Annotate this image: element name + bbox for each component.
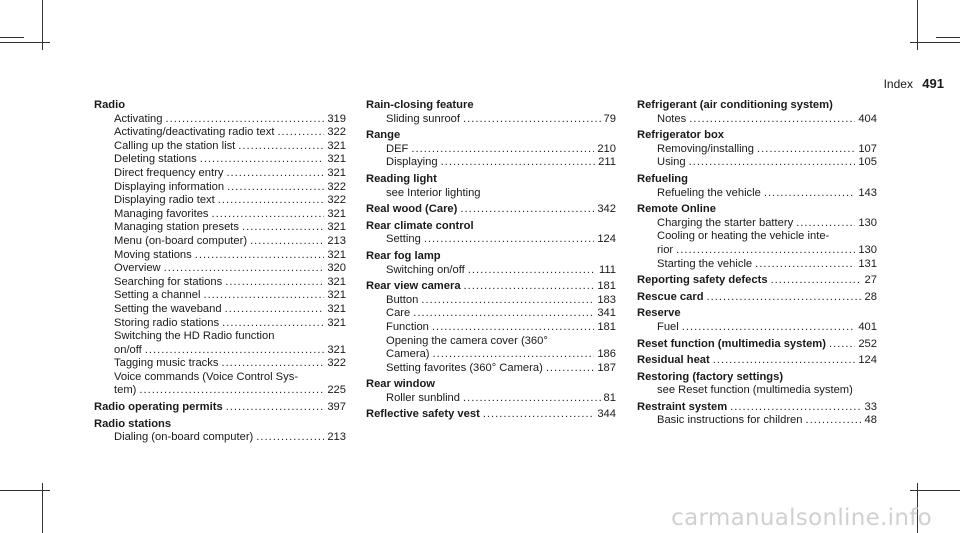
subentry [94, 431, 346, 445]
leader-dots [256, 431, 324, 445]
subentry [94, 140, 346, 154]
leader-dots [145, 344, 325, 358]
entry-heading-text: Rear window [366, 378, 435, 391]
subentry [366, 392, 616, 406]
leader-dots [676, 244, 855, 258]
entry-heading-text: Rear fog lamp [366, 249, 441, 262]
subentry-text: Setting [386, 233, 421, 246]
entry-heading [366, 203, 616, 217]
entry-heading [366, 280, 616, 294]
subentry [94, 344, 346, 358]
leader-dots [432, 321, 594, 335]
page-link[interactable]: 181 [597, 280, 616, 293]
subentry [366, 294, 616, 308]
subentry-text: Button [386, 293, 419, 306]
subentry-line: Voice commands (Voice Control Sys- [114, 370, 299, 383]
entry-heading-text: Rear climate control [366, 219, 474, 232]
subentry-text: Dialing (on-board computer) [114, 431, 254, 444]
subentry-text: DEF [386, 142, 409, 155]
entry-heading [637, 99, 877, 113]
leader-dots [226, 167, 324, 181]
subentry [94, 113, 346, 127]
entry-heading-text: Reserve [637, 307, 681, 320]
entry-heading [637, 203, 877, 217]
entry-heading [637, 274, 877, 288]
index-entry [366, 280, 616, 375]
subentry-text: Displaying radio text [114, 194, 215, 207]
leader-dots [139, 384, 324, 398]
subentry-text: Activating [114, 112, 163, 125]
page-link[interactable]: 321 [327, 207, 346, 220]
leader-dots [200, 153, 325, 167]
page-link[interactable]: 131 [858, 257, 877, 270]
crop-mark [42, 483, 43, 533]
entry-heading [366, 99, 616, 113]
subentry-text: Managing favorites [114, 207, 209, 220]
index-entry [366, 378, 616, 405]
index-column-2 [366, 99, 616, 425]
subentry-text: Managing station presets [114, 221, 240, 234]
entry-heading-text: Radio operating permits [94, 401, 223, 414]
page-link[interactable]: 320 [327, 262, 346, 275]
entry-heading-text: Reflective safety vest [366, 408, 480, 421]
entry-heading-text: Reset function (multimedia system) [637, 337, 826, 350]
leader-dots [250, 235, 324, 249]
entry-heading-text: Refrigerant (air conditioning system) [637, 99, 833, 111]
entry-heading [366, 250, 616, 264]
subentry-text: Camera) [386, 348, 430, 361]
subentry [94, 235, 346, 249]
entry-heading-text: Residual heat [637, 354, 710, 367]
page-link[interactable]: 81 [603, 391, 616, 404]
entry-heading [366, 129, 616, 143]
leader-dots [682, 321, 856, 335]
entry-heading-text: Rear view camera [366, 280, 461, 293]
subentry [94, 167, 346, 181]
watermark: carmanualsonline.info [671, 505, 932, 531]
index-entry [637, 307, 877, 334]
subentry [637, 258, 877, 272]
page-link[interactable]: 105 [858, 156, 877, 169]
leader-dots [195, 249, 325, 263]
page-link[interactable]: 321 [327, 153, 346, 166]
page-link[interactable]: 401 [858, 320, 877, 333]
entry-heading [94, 99, 346, 113]
entry-heading [94, 418, 346, 432]
leader-dots [689, 156, 856, 170]
page-link[interactable]: 321 [327, 289, 346, 302]
page-link[interactable]: 397 [327, 401, 346, 414]
entry-heading [637, 129, 877, 143]
leader-dots [689, 113, 855, 127]
subentry-text: Direct frequency entry [114, 166, 224, 179]
page-number: 491 [922, 76, 944, 91]
leader-dots [730, 401, 861, 415]
leader-dots [829, 338, 855, 352]
page-link[interactable]: 344 [597, 408, 616, 421]
index-entry [94, 99, 346, 398]
page-link[interactable]: 111 [598, 263, 616, 276]
entry-heading-text: Radio [94, 99, 126, 111]
page-link[interactable]: 341 [597, 307, 616, 320]
entry-heading [637, 354, 877, 368]
index-entry [366, 99, 616, 126]
subentry [94, 289, 346, 303]
entry-heading [637, 173, 877, 187]
leader-dots [757, 143, 855, 157]
subentry-text: Switching on/off [386, 263, 465, 276]
leader-dots [441, 156, 596, 170]
leader-dots [806, 414, 862, 428]
leader-dots [221, 357, 324, 371]
index-entry [366, 408, 616, 422]
page-link[interactable]: 210 [597, 142, 616, 155]
entry-heading [637, 291, 877, 305]
page-link[interactable]: 321 [327, 343, 346, 356]
leader-dots [411, 143, 594, 157]
index-entry [637, 173, 877, 200]
page-link[interactable]: 130 [858, 243, 877, 256]
entry-heading-text: Refueling [637, 172, 688, 185]
subentry-text: Removing/installing [657, 142, 755, 155]
page-link[interactable]: 181 [597, 320, 616, 333]
crop-mark [42, 0, 43, 50]
page-header [884, 76, 944, 91]
page-link[interactable]: 27 [864, 274, 877, 287]
leader-dots [796, 217, 855, 231]
subentry [366, 307, 616, 321]
index-entry [366, 203, 616, 217]
page-link[interactable]: 124 [597, 233, 616, 246]
leader-dots [464, 280, 595, 294]
subentry-text: Notes [657, 112, 687, 125]
entry-heading-text: Restraint system [637, 400, 728, 413]
entry-heading-text: Rain-closing feature [366, 99, 474, 111]
leader-dots [764, 187, 855, 201]
subentry-text: Setting favorites (360° Camera) [386, 361, 543, 374]
page-link[interactable]: 213 [327, 431, 346, 444]
page-link[interactable]: 187 [597, 361, 616, 374]
page-link[interactable]: 28 [864, 290, 877, 303]
index-entry [366, 173, 616, 200]
subentry-text: Using [657, 156, 686, 169]
index-entry [366, 129, 616, 170]
subentry [94, 153, 346, 167]
subentry [637, 143, 877, 157]
leader-dots [277, 126, 324, 140]
subentry-text: rior [657, 243, 674, 256]
leader-dots [468, 264, 596, 278]
subentry-text: Searching for stations [114, 275, 223, 288]
page-link[interactable]: 143 [858, 186, 877, 199]
leader-dots [433, 348, 595, 362]
entry-heading [637, 371, 877, 385]
leader-dots [242, 221, 324, 235]
crop-mark [0, 37, 24, 38]
subentry [366, 362, 616, 376]
entry-heading-text: Restoring (factory settings) [637, 370, 784, 383]
leader-dots [460, 203, 594, 217]
subentry-text: Starting the vehicle [657, 257, 753, 270]
page-link[interactable]: 33 [864, 400, 877, 413]
subentry [637, 384, 877, 398]
leader-dots [227, 181, 324, 195]
entry-heading-text: Reporting safety defects [637, 274, 768, 287]
subentry [637, 321, 877, 335]
subentry-text: Setting the waveband [114, 302, 222, 315]
leader-dots [546, 362, 595, 376]
subentry [366, 156, 616, 170]
index-entry [637, 274, 877, 288]
index-entry [637, 371, 877, 398]
leader-dots [238, 140, 324, 154]
entry-heading [366, 220, 616, 234]
leader-dots [164, 262, 325, 276]
page-link[interactable]: 319 [327, 112, 346, 125]
index-entry [637, 338, 877, 352]
subentry [366, 143, 616, 157]
subentry [94, 303, 346, 317]
page-link[interactable]: 321 [327, 275, 346, 288]
page-link[interactable]: 130 [858, 216, 877, 229]
leader-dots [463, 392, 601, 406]
page-link[interactable]: 186 [597, 348, 616, 361]
subentry-text: Roller sunblind [386, 391, 461, 404]
entry-heading-text: Rescue card [637, 290, 704, 303]
page-link[interactable]: 107 [858, 142, 877, 155]
entry-heading-text: Refrigerator box [637, 129, 725, 142]
subentry-text: Displaying [386, 156, 438, 169]
page-link[interactable]: 211 [598, 156, 616, 169]
subentry-text: Function [386, 320, 429, 333]
leader-dots [225, 276, 324, 290]
subentry [94, 221, 346, 235]
leader-dots [166, 113, 325, 127]
page-link[interactable]: 342 [597, 203, 616, 216]
entry-heading-text: Real wood (Care) [366, 203, 458, 216]
entry-heading-text: Range [366, 129, 401, 142]
subentry [637, 244, 877, 258]
subentry-line: Opening the camera cover (360° [386, 334, 548, 347]
index-column-1 [94, 99, 346, 448]
leader-dots [424, 233, 594, 247]
subentry [94, 208, 346, 222]
subentry-line: Switching the HD Radio function [114, 330, 275, 343]
subentry [94, 249, 346, 263]
subentry-text: Deleting stations [114, 153, 197, 166]
page-link[interactable]: 252 [858, 337, 877, 350]
entry-heading [366, 173, 616, 187]
index-column-3 [637, 99, 877, 431]
entry-heading [637, 338, 877, 352]
page-link[interactable]: 48 [864, 414, 877, 427]
subentry-text: on/off [114, 343, 142, 356]
subentry [366, 187, 616, 201]
leader-dots [222, 317, 324, 331]
leader-dots [707, 291, 862, 305]
leader-dots [218, 194, 325, 208]
page-link[interactable]: 322 [327, 357, 346, 370]
subentry-text: Displaying information [114, 180, 225, 193]
subentry [366, 264, 616, 278]
entry-heading-text: Radio stations [94, 417, 172, 430]
subentry-text: Charging the starter battery [657, 216, 794, 229]
index-entry [637, 401, 877, 428]
entry-heading [94, 401, 346, 415]
page-link[interactable]: 321 [327, 316, 346, 329]
page-link[interactable]: 321 [327, 221, 346, 234]
subentry [94, 276, 346, 290]
header-label: Index [883, 77, 913, 91]
entry-heading [637, 307, 877, 321]
entry-heading [637, 401, 877, 415]
index-entry [366, 220, 616, 247]
page-link[interactable]: 213 [327, 234, 346, 247]
subentry-text: Calling up the station list [114, 139, 236, 152]
subentry-text: Refueling the vehicle [657, 186, 761, 199]
leader-dots [713, 354, 856, 368]
subentry [366, 113, 616, 127]
leader-dots [755, 258, 855, 272]
index-entry [94, 401, 346, 415]
page-link[interactable]: 321 [327, 139, 346, 152]
leader-dots [203, 289, 324, 303]
subentry-text: Tagging music tracks [114, 357, 219, 370]
page-link[interactable]: 322 [327, 126, 346, 139]
index-entry [637, 203, 877, 271]
subentry [94, 317, 346, 331]
subentry-text: Basic instructions for children [657, 414, 803, 427]
subentry [366, 321, 616, 335]
subentry [637, 414, 877, 428]
leader-dots [771, 274, 862, 288]
page-link[interactable]: 322 [327, 180, 346, 193]
subentry-text: Menu (on-board computer) [114, 234, 248, 247]
index-entry [637, 129, 877, 170]
subentry-text: Overview [114, 262, 161, 275]
page-link[interactable]: 183 [597, 293, 616, 306]
subentry [94, 357, 346, 371]
subentry [637, 187, 877, 201]
leader-dots [212, 208, 325, 222]
leader-dots [421, 294, 594, 308]
subentry-text: Moving stations [114, 248, 192, 261]
crop-mark [936, 37, 960, 38]
subentry-text: Storing radio stations [114, 316, 220, 329]
page-link[interactable]: 404 [858, 112, 877, 125]
index-entry [94, 418, 346, 445]
subentry [637, 113, 877, 127]
index-entry [637, 354, 877, 368]
subentry [94, 126, 346, 140]
index-entry [637, 99, 877, 126]
subentry-line: Cooling or heating the vehicle inte- [657, 230, 830, 243]
subentry-text: Fuel [657, 320, 679, 333]
subentry-text: Sliding sunroof [386, 112, 461, 125]
subentry [94, 181, 346, 195]
page-link[interactable]: 322 [327, 194, 346, 207]
leader-dots [413, 307, 594, 321]
subentry-text: see Interior lighting [386, 186, 481, 199]
leader-dots [463, 113, 601, 127]
page-link[interactable]: 321 [327, 166, 346, 179]
index-entry [366, 250, 616, 277]
entry-heading-text: Remote Online [637, 203, 716, 216]
subentry-text: Care [386, 307, 411, 320]
page-link[interactable]: 321 [327, 248, 346, 261]
entry-heading [366, 378, 616, 392]
subentry [94, 262, 346, 276]
subentry-text: Activating/deactivating radio text [114, 126, 275, 139]
subentry-text: tem) [114, 384, 137, 397]
page-link[interactable]: 321 [327, 302, 346, 315]
index-entry [637, 291, 877, 305]
entry-heading-text: Reading light [366, 172, 437, 185]
leader-dots [226, 401, 325, 415]
leader-dots [225, 303, 325, 317]
subentry [637, 217, 877, 231]
entry-heading [366, 408, 616, 422]
subentry [94, 194, 346, 208]
page-link[interactable]: 225 [327, 384, 346, 397]
subentry [94, 384, 346, 398]
subentry [366, 233, 616, 247]
subentry-text: see Reset function (multimedia system) [657, 384, 853, 397]
subentry [637, 156, 877, 170]
subentry-text: Setting a channel [114, 289, 201, 302]
crop-mark [917, 0, 918, 50]
page-link[interactable]: 79 [603, 112, 616, 125]
page-link[interactable]: 124 [858, 354, 877, 367]
leader-dots [483, 408, 595, 422]
subentry [366, 348, 616, 362]
